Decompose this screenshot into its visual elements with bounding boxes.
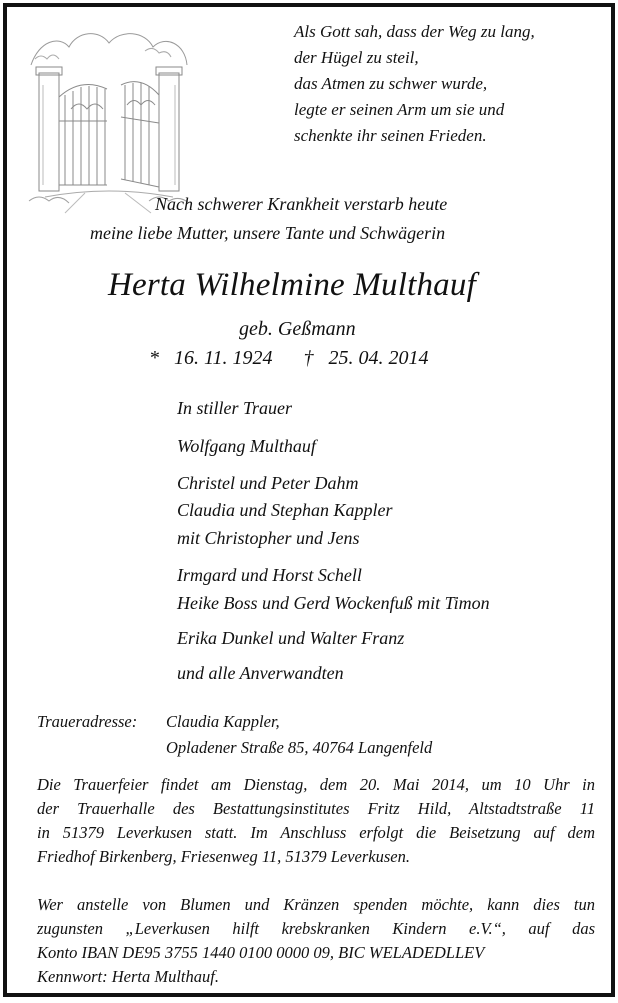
garden-gate-illustration bbox=[25, 25, 193, 215]
mourner-line: Heike Boss und Gerd Wockenfuß mit Timon bbox=[177, 593, 490, 613]
mourner-line: Christel und Peter Dahm bbox=[177, 473, 359, 493]
mourner-line: Claudia und Stephan Kappler bbox=[177, 500, 393, 520]
ceremony-paragraph bbox=[37, 773, 595, 869]
mourning-phrase: In stiller Trauer bbox=[177, 398, 293, 418]
poem-line: legte er seinen Arm um sie und bbox=[294, 100, 505, 119]
ceremony-line: Friedhof Birkenberg, Friesenweg 11, 51379 Leverkusen. bbox=[37, 847, 410, 866]
poem-line: das Atmen zu schwer wurde, bbox=[294, 74, 488, 93]
mourner-line: Irmgard und Horst Schell bbox=[177, 565, 362, 585]
address-name: Claudia Kappler, bbox=[166, 712, 280, 731]
ceremony-line: in 51379 Leverkusen statt. Im Anschluss erfolgt die Beisetzung auf dem bbox=[37, 823, 595, 842]
mourner-line: Wolfgang Multhauf bbox=[177, 436, 316, 456]
donation-line: Wer anstelle von Blumen und Kränzen spenden möchte, kann dies tun bbox=[37, 895, 595, 914]
birth-name: geb. Geßmann bbox=[239, 318, 356, 340]
intro-line: Nach schwerer Krankheit verstarb heute bbox=[155, 194, 448, 214]
death-symbol: † bbox=[303, 347, 314, 369]
deceased-name: Herta Wilhelmine Multhauf bbox=[108, 267, 476, 303]
death-date: 25. 04. 2014 bbox=[328, 347, 429, 369]
poem bbox=[294, 19, 535, 149]
donation-line: Konto IBAN DE95 3755 1440 0100 0000 09, BIC WELADEDLLEV bbox=[37, 943, 485, 962]
address-label: Traueradresse: bbox=[37, 712, 138, 731]
donation-paragraph bbox=[37, 893, 595, 989]
ceremony-line: Die Trauerfeier findet am Dienstag, dem 20. Mai 2014, um 10 Uhr in bbox=[37, 775, 595, 794]
address-street: Opladener Straße 85, 40764 Langenfeld bbox=[166, 738, 433, 757]
life-dates bbox=[149, 347, 429, 370]
ceremony-line: der Trauerhalle des Bestattungsinstitutes Fritz Hild, Altstadtstraße 11 bbox=[37, 799, 595, 818]
donation-line: zugunsten „Leverkusen hilft krebskranken Kindern e.V.“, auf das bbox=[37, 919, 595, 938]
poem-line: der Hügel zu steil, bbox=[294, 48, 419, 67]
donation-line: Kennwort: Herta Multhauf. bbox=[37, 967, 219, 986]
birth-symbol: * bbox=[149, 347, 159, 369]
poem-line: Als Gott sah, dass der Weg zu lang, bbox=[294, 22, 535, 41]
mourner-line: mit Christopher und Jens bbox=[177, 528, 360, 548]
mourner-line: und alle Anverwandten bbox=[177, 663, 344, 683]
birth-date: 16. 11. 1924 bbox=[174, 347, 273, 369]
mourner-line: Erika Dunkel und Walter Franz bbox=[177, 628, 405, 648]
intro-line: meine liebe Mutter, unsere Tante und Schwägerin bbox=[90, 223, 446, 243]
obituary-notice bbox=[3, 3, 615, 997]
poem-line: schenkte ihr seinen Frieden. bbox=[294, 126, 487, 145]
